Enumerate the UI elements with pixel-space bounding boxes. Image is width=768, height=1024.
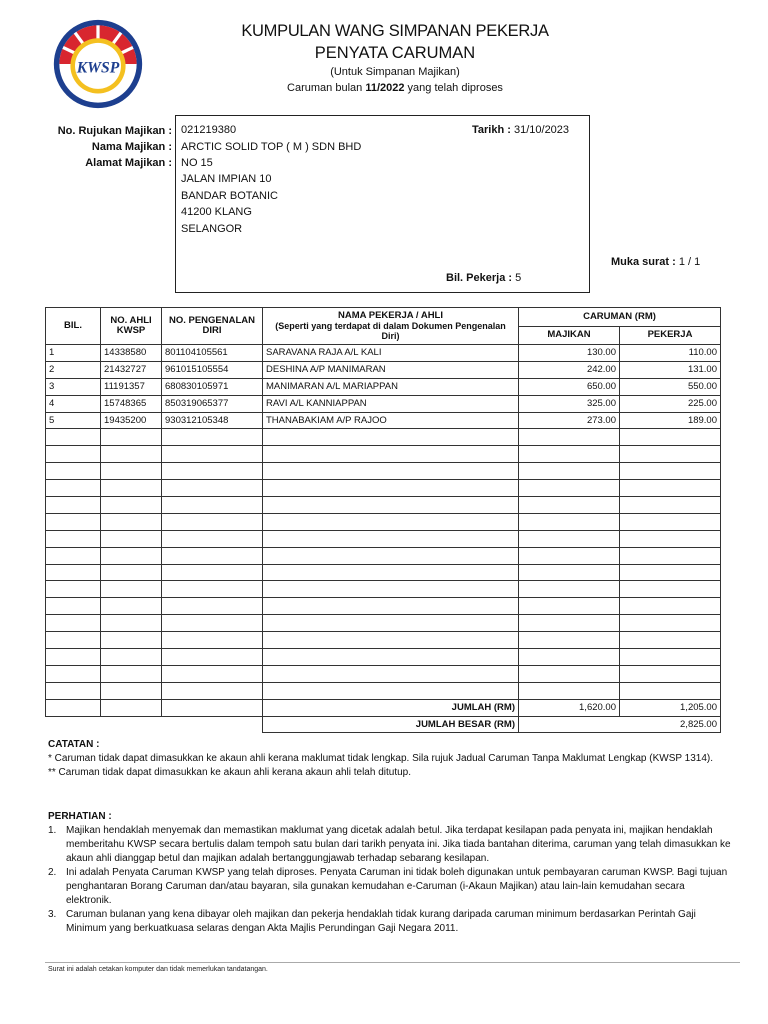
jumlah-pekerja: 1,205.00 [620, 699, 721, 716]
table-row [46, 682, 721, 699]
cell-nama [263, 480, 519, 497]
cell-ic [162, 429, 263, 446]
cell-nama [263, 649, 519, 666]
ref-label: No. Rujukan Majikan : [57, 125, 172, 137]
cell-ahli [101, 446, 162, 463]
cell-nama: MANIMARAN A/L MARIAPPAN [263, 378, 519, 395]
cell-ic: 961015105554 [162, 361, 263, 378]
cell-majikan [519, 429, 620, 446]
cell-ahli [101, 530, 162, 547]
perhatian-item: 3. Caruman bulanan yang kena dibayar oleh majikan dan pekerja hendaklah tidak kurang daripada caruman minimum berdasarkan Perintah Gaji Minimum yang berkuatkuasa selaras dengan Akta Majlis Perundingan Gaji Negara 2011. [48, 909, 696, 934]
cell-nama: RAVI A/L KANNIAPPAN [263, 395, 519, 412]
cell-ahli [101, 615, 162, 632]
cell-pekerja [620, 463, 721, 480]
cell-ahli: 15748365 [101, 395, 162, 412]
date-field: Tarikh : 31/10/2023 [472, 124, 570, 136]
cell-bil [46, 598, 101, 615]
cell-pekerja: 189.00 [620, 412, 721, 429]
cell-majikan [519, 665, 620, 682]
table-row [46, 632, 721, 649]
catatan-1: * Caruman tidak dapat dimasukkan ke akaun ahli kerana maklumat tidak lengkap. Sila rujuk Jadual Caruman Tanpa Maklumat Lengkap (KWSP 1314). [48, 753, 713, 764]
cell-pekerja [620, 513, 721, 530]
table-row [46, 615, 721, 632]
cell-majikan [519, 632, 620, 649]
cell-nama [263, 682, 519, 699]
cell-ic [162, 581, 263, 598]
cell-pekerja [620, 581, 721, 598]
document-subtitle: (Untuk Simpanan Majikan) [330, 66, 460, 78]
catatan-title: CATATAN : [48, 739, 100, 750]
cell-ahli [101, 547, 162, 564]
cell-majikan [519, 564, 620, 581]
cell-bil [46, 446, 101, 463]
cell-nama [263, 665, 519, 682]
cell-majikan [519, 446, 620, 463]
cell-ic: 680830105971 [162, 378, 263, 395]
cell-ahli [101, 632, 162, 649]
cell-nama: SARAVANA RAJA A/L KALI [263, 345, 519, 362]
cell-ahli [101, 497, 162, 514]
cell-majikan [519, 530, 620, 547]
col-nama: NAMA PEKERJA / AHLI (Seperti yang terdapat di dalam Dokumen Pengenalan Diri) [263, 308, 519, 345]
cell-pekerja [620, 429, 721, 446]
cell-ic [162, 513, 263, 530]
cell-bil [46, 497, 101, 514]
cell-nama [263, 429, 519, 446]
cell-majikan [519, 581, 620, 598]
footer-text: Surat ini adalah cetakan komputer dan tidak memerlukan tandatangan. [48, 966, 268, 973]
employer-name: ARCTIC SOLID TOP ( M ) SDN BHD [181, 141, 362, 153]
name-label: Nama Majikan : [91, 141, 172, 153]
table-row [46, 598, 721, 615]
cell-bil [46, 581, 101, 598]
col-bil: BIL. [46, 308, 101, 345]
cell-pekerja [620, 682, 721, 699]
cell-nama: THANABAKIAM A/P RAJOO [263, 412, 519, 429]
jumlah-majikan: 1,620.00 [519, 699, 620, 716]
perhatian-item: 2. Ini adalah Penyata Caruman KWSP yang telah diproses. Penyata Caruman ini tidak boleh digunakan untuk pembayaran caruman KWSP. Bagi tujuan penghantaran Borang Caruman dan/atau bayaran, sila gunakan kemudahan e-Caruman (i-Akaun Majikan) atau lain-lain kemudahan secara elektronik. [48, 867, 728, 906]
org-name: KUMPULAN WANG SIMPANAN PEKERJA [241, 22, 549, 40]
cell-ahli: 21432727 [101, 361, 162, 378]
cell-majikan: 242.00 [519, 361, 620, 378]
cell-ic [162, 632, 263, 649]
cell-ic: 801104105561 [162, 345, 263, 362]
address-line-1: NO 15 [181, 157, 213, 169]
col-ic: NO. PENGENALAN DIRI [162, 308, 263, 345]
table-row [46, 547, 721, 564]
period-line: Caruman bulan 11/2022 yang telah diproses [287, 82, 503, 94]
cell-pekerja [620, 530, 721, 547]
cell-ahli [101, 649, 162, 666]
cell-bil: 5 [46, 412, 101, 429]
cell-majikan [519, 480, 620, 497]
cell-bil: 1 [46, 345, 101, 362]
cell-nama [263, 463, 519, 480]
cell-ic: 930312105348 [162, 412, 263, 429]
cell-ic [162, 446, 263, 463]
cell-nama [263, 446, 519, 463]
table-row [46, 649, 721, 666]
catatan-section [48, 738, 728, 780]
cell-ahli [101, 513, 162, 530]
perhatian-item: 1. Majikan hendaklah menyemak dan memastikan maklumat yang dicetak adalah betul. Jika terdapat kesilapan pada penyata ini, majikan hendaklah memberitahu KWSP secara bertulis dalam tempoh satu bulan dari tarikh penyata ini. Jika tiada bantahan diterima, caruman yang telah dimasukkan ke akaun ahli dianggap betul dan majikan adalah bertanggungjawab terhadap sebarang kesilapan. [48, 825, 731, 864]
cell-majikan [519, 598, 620, 615]
cell-ahli [101, 463, 162, 480]
cell-majikan: 130.00 [519, 345, 620, 362]
svg-text:KWSP: KWSP [76, 59, 120, 77]
cell-bil [46, 632, 101, 649]
cell-ic [162, 463, 263, 480]
page-field: Muka surat : 1 / 1 [611, 256, 701, 268]
cell-pekerja [620, 564, 721, 581]
col-ahli: NO. AHLI KWSP [101, 308, 162, 345]
table-row [46, 429, 721, 446]
table-row [46, 530, 721, 547]
cell-pekerja: 110.00 [620, 345, 721, 362]
cell-nama [263, 497, 519, 514]
cell-pekerja: 131.00 [620, 361, 721, 378]
cell-pekerja [620, 497, 721, 514]
cell-bil [46, 682, 101, 699]
cell-ic [162, 649, 263, 666]
col-pekerja: PEKERJA [620, 326, 721, 345]
ref-value: 021219380 [181, 124, 237, 136]
cell-ahli [101, 480, 162, 497]
cell-bil [46, 480, 101, 497]
contribution-table [45, 307, 721, 733]
cell-pekerja [620, 446, 721, 463]
cell-pekerja [620, 649, 721, 666]
table-row [46, 480, 721, 497]
cell-bil: 3 [46, 378, 101, 395]
cell-bil [46, 547, 101, 564]
workers-value: 5 [515, 272, 522, 284]
cell-pekerja: 550.00 [620, 378, 721, 395]
page-value: 1 / 1 [678, 256, 701, 268]
cell-pekerja [620, 632, 721, 649]
catatan-2: ** Caruman tidak dapat dimasukkan ke akaun ahli kerana akaun ahli telah ditutup. [48, 767, 412, 778]
cell-pekerja [620, 547, 721, 564]
table-row [46, 564, 721, 581]
cell-nama [263, 632, 519, 649]
table-row [46, 513, 721, 530]
table-row [46, 665, 721, 682]
cell-ahli [101, 665, 162, 682]
cell-nama [263, 530, 519, 547]
perhatian-section [48, 810, 733, 936]
cell-ahli [101, 581, 162, 598]
table-row [46, 412, 721, 429]
date-value: 31/10/2023 [513, 124, 570, 136]
period-value: 11/2022 [365, 82, 405, 94]
cell-bil: 2 [46, 361, 101, 378]
cell-ahli [101, 564, 162, 581]
cell-nama: DESHINA A/P MANIMARAN [263, 361, 519, 378]
cell-nama [263, 564, 519, 581]
perhatian-title: PERHATIAN : [48, 811, 112, 822]
table-row [46, 361, 721, 378]
cell-bil [46, 513, 101, 530]
cell-majikan: 325.00 [519, 395, 620, 412]
cell-ic [162, 682, 263, 699]
cell-majikan: 650.00 [519, 378, 620, 395]
cell-majikan [519, 615, 620, 632]
cell-bil [46, 564, 101, 581]
cell-nama [263, 615, 519, 632]
cell-pekerja [620, 665, 721, 682]
table-row [46, 463, 721, 480]
address-line-4: 41200 KLANG [181, 206, 252, 218]
jumlah-besar-label: JUMLAH BESAR (RM) [263, 716, 519, 733]
cell-majikan [519, 649, 620, 666]
cell-bil [46, 530, 101, 547]
cell-ic [162, 598, 263, 615]
cell-nama [263, 598, 519, 615]
cell-pekerja [620, 615, 721, 632]
address-line-5: SELANGOR [181, 223, 243, 235]
cell-bil [46, 615, 101, 632]
cell-majikan [519, 682, 620, 699]
cell-ic [162, 530, 263, 547]
table-row [46, 395, 721, 412]
cell-ic [162, 497, 263, 514]
cell-ahli [101, 682, 162, 699]
cell-majikan: 273.00 [519, 412, 620, 429]
cell-ic [162, 564, 263, 581]
cell-ic: 850319065377 [162, 395, 263, 412]
cell-bil: 4 [46, 395, 101, 412]
cell-majikan [519, 547, 620, 564]
cell-bil [46, 463, 101, 480]
cell-ic [162, 547, 263, 564]
cell-ahli [101, 598, 162, 615]
cell-bil [46, 665, 101, 682]
table-row [46, 497, 721, 514]
cell-majikan [519, 513, 620, 530]
workers-field: Bil. Pekerja : 5 [446, 272, 522, 284]
cell-bil [46, 649, 101, 666]
col-caruman: CARUMAN (RM) [519, 308, 721, 327]
cell-majikan [519, 463, 620, 480]
table-row [46, 581, 721, 598]
table-row [46, 378, 721, 395]
footer-divider [45, 962, 740, 963]
cell-majikan [519, 497, 620, 514]
col-majikan: MAJIKAN [519, 326, 620, 345]
cell-ahli: 11191357 [101, 378, 162, 395]
cell-ahli [101, 429, 162, 446]
address-line-3: BANDAR BOTANIC [181, 190, 278, 202]
cell-ahli: 19435200 [101, 412, 162, 429]
cell-pekerja [620, 480, 721, 497]
document-title: PENYATA CARUMAN [314, 44, 476, 62]
jumlah-label: JUMLAH (RM) [263, 699, 519, 716]
cell-ahli: 14338580 [101, 345, 162, 362]
cell-ic [162, 665, 263, 682]
address-line-2: JALAN IMPIAN 10 [181, 173, 272, 185]
cell-bil [46, 429, 101, 446]
table-row [46, 345, 721, 362]
address-label: Alamat Majikan : [85, 157, 172, 169]
cell-nama [263, 547, 519, 564]
jumlah-besar-value: 2,825.00 [519, 716, 721, 733]
table-row [46, 446, 721, 463]
cell-pekerja: 225.00 [620, 395, 721, 412]
cell-nama [263, 581, 519, 598]
cell-pekerja [620, 598, 721, 615]
cell-ic [162, 480, 263, 497]
cell-nama [263, 513, 519, 530]
cell-ic [162, 615, 263, 632]
